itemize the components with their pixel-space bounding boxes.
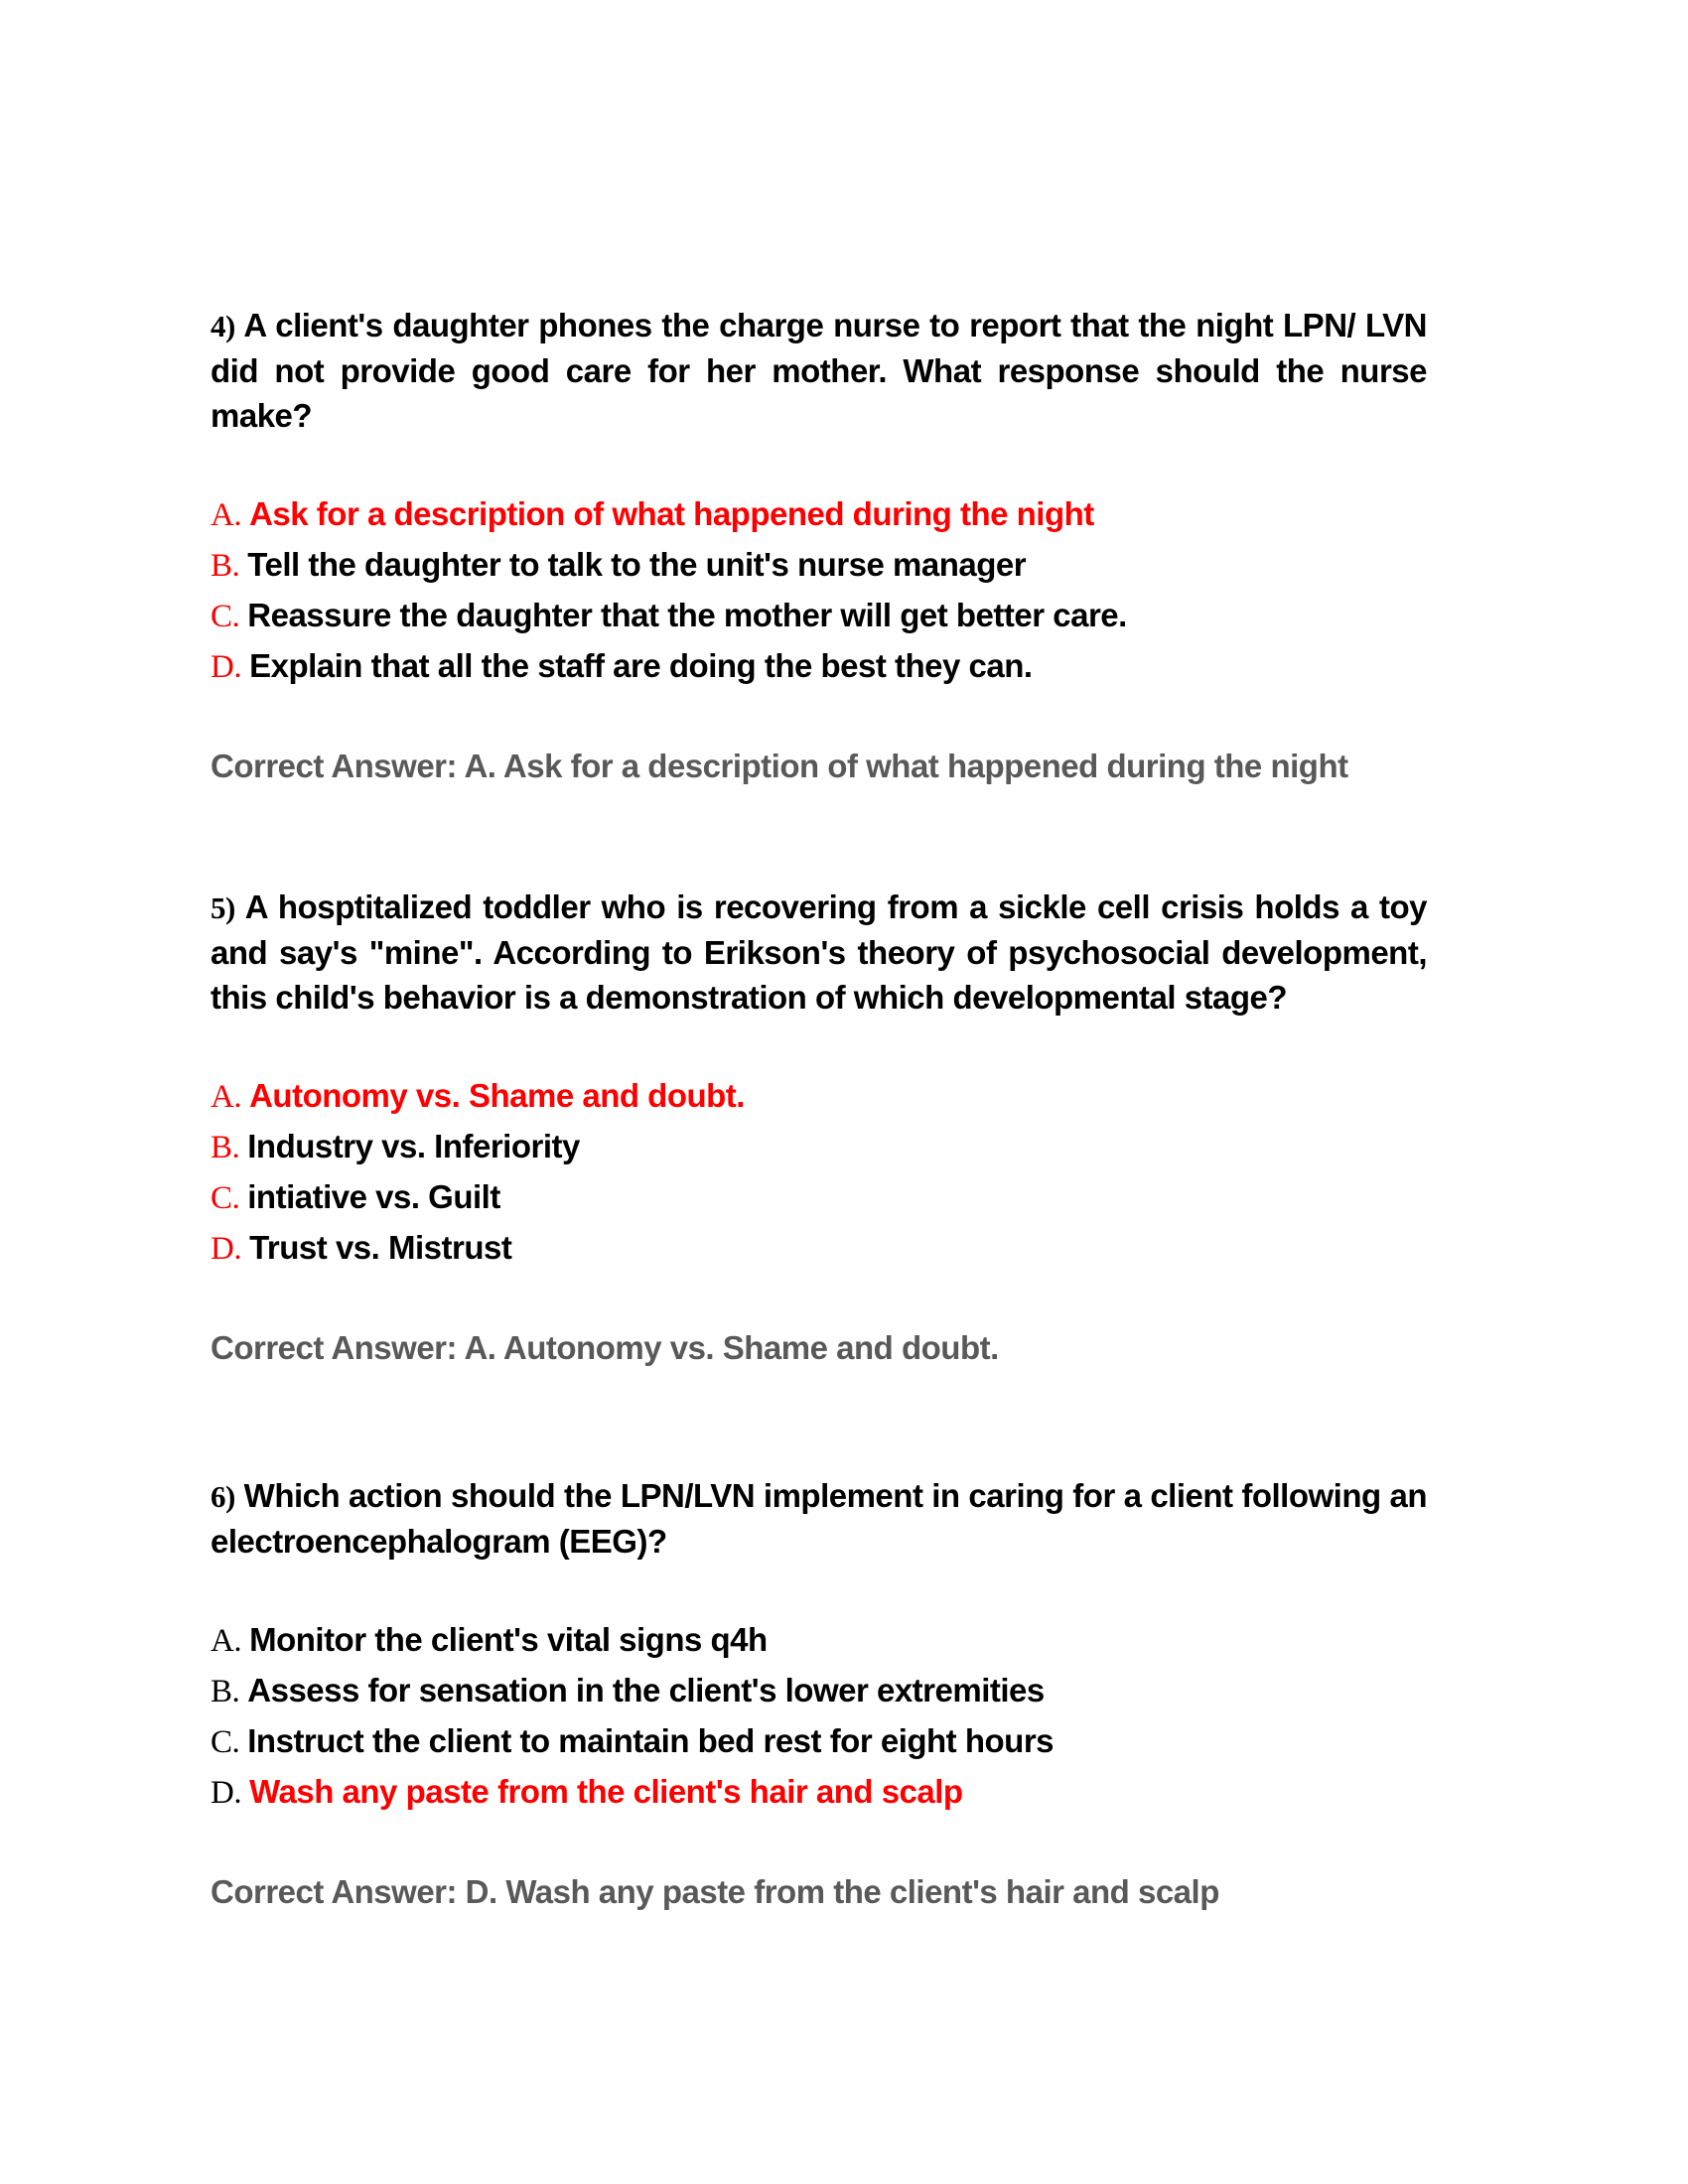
question-number: 5) xyxy=(211,890,235,925)
correct-answer: Correct Answer: D. Wash any paste from the client's hair and scalp xyxy=(211,1873,1219,1910)
option-c xyxy=(211,1172,1427,1223)
option-text: intiative vs. Guilt xyxy=(247,1178,500,1215)
question-block-5 xyxy=(211,885,1427,1370)
option-letter: B. xyxy=(211,1130,240,1165)
option-d xyxy=(211,1223,1427,1274)
option-text: Wash any paste from the client's hair and scalp xyxy=(249,1773,963,1810)
question-text: A hosptitalized toddler who is recovering from a sickle cell crisis holds a toy and say's "mine". According to Erikson's theory of psychosocial development, this child's behavior is a demonstration of which developmental stage? xyxy=(211,888,1427,1016)
option-text: Explain that all the staff are doing the best they can. xyxy=(249,647,1033,684)
option-text: Autonomy vs. Shame and doubt. xyxy=(249,1077,745,1114)
option-text: Reassure the daughter that the mother will get better care. xyxy=(247,597,1127,633)
option-letter: C. xyxy=(211,599,240,634)
question-number: 6) xyxy=(211,1479,235,1514)
option-letter: D. xyxy=(211,649,242,685)
option-list xyxy=(211,1071,1427,1274)
option-letter: B. xyxy=(211,548,240,584)
option-letter: C. xyxy=(211,1180,240,1216)
option-text: Monitor the client's vital signs q4h xyxy=(249,1621,768,1658)
option-text: Trust vs. Mistrust xyxy=(249,1229,512,1266)
question-number: 4) xyxy=(211,309,235,343)
question-text: A client's daughter phones the charge nurse to report that the night LPN/ LVN did not provide good care for her mother. What response should the nurse make? xyxy=(211,307,1427,434)
option-text: Industry vs. Inferiority xyxy=(247,1128,580,1164)
option-b xyxy=(211,1666,1427,1716)
option-letter: D. xyxy=(211,1775,242,1811)
question-stem xyxy=(211,303,1427,438)
option-text: Ask for a description of what happened during the night xyxy=(249,495,1094,532)
correct-answer: Correct Answer: A. Autonomy vs. Shame and doubt. xyxy=(211,1329,999,1366)
option-letter: A. xyxy=(211,1623,242,1659)
option-letter: A. xyxy=(211,1079,242,1115)
option-list xyxy=(211,1615,1427,1818)
option-a xyxy=(211,489,1427,540)
question-block-4 xyxy=(211,303,1427,788)
question-block-6 xyxy=(211,1473,1427,1914)
correct-answer: Correct Answer: A. Ask for a description of what happened during the night xyxy=(211,748,1348,784)
option-b xyxy=(211,540,1427,591)
option-text: Instruct the client to maintain bed rest for eight hours xyxy=(247,1722,1055,1759)
option-list xyxy=(211,489,1427,692)
option-text: Assess for sensation in the client's lower extremities xyxy=(247,1672,1045,1708)
option-a xyxy=(211,1071,1427,1122)
option-letter: D. xyxy=(211,1231,242,1267)
option-b xyxy=(211,1122,1427,1172)
option-a xyxy=(211,1615,1427,1666)
option-d xyxy=(211,1767,1427,1818)
option-c xyxy=(211,591,1427,641)
question-text: Which action should the LPN/LVN implement in caring for a client following an electroencephalogram (EEG)? xyxy=(211,1477,1427,1560)
option-letter: C. xyxy=(211,1724,240,1760)
question-stem xyxy=(211,1473,1427,1564)
option-c xyxy=(211,1716,1427,1767)
option-text: Tell the daughter to talk to the unit's nurse manager xyxy=(247,546,1027,583)
option-d xyxy=(211,641,1427,692)
option-letter: A. xyxy=(211,497,242,533)
option-letter: B. xyxy=(211,1674,240,1709)
question-stem xyxy=(211,885,1427,1020)
